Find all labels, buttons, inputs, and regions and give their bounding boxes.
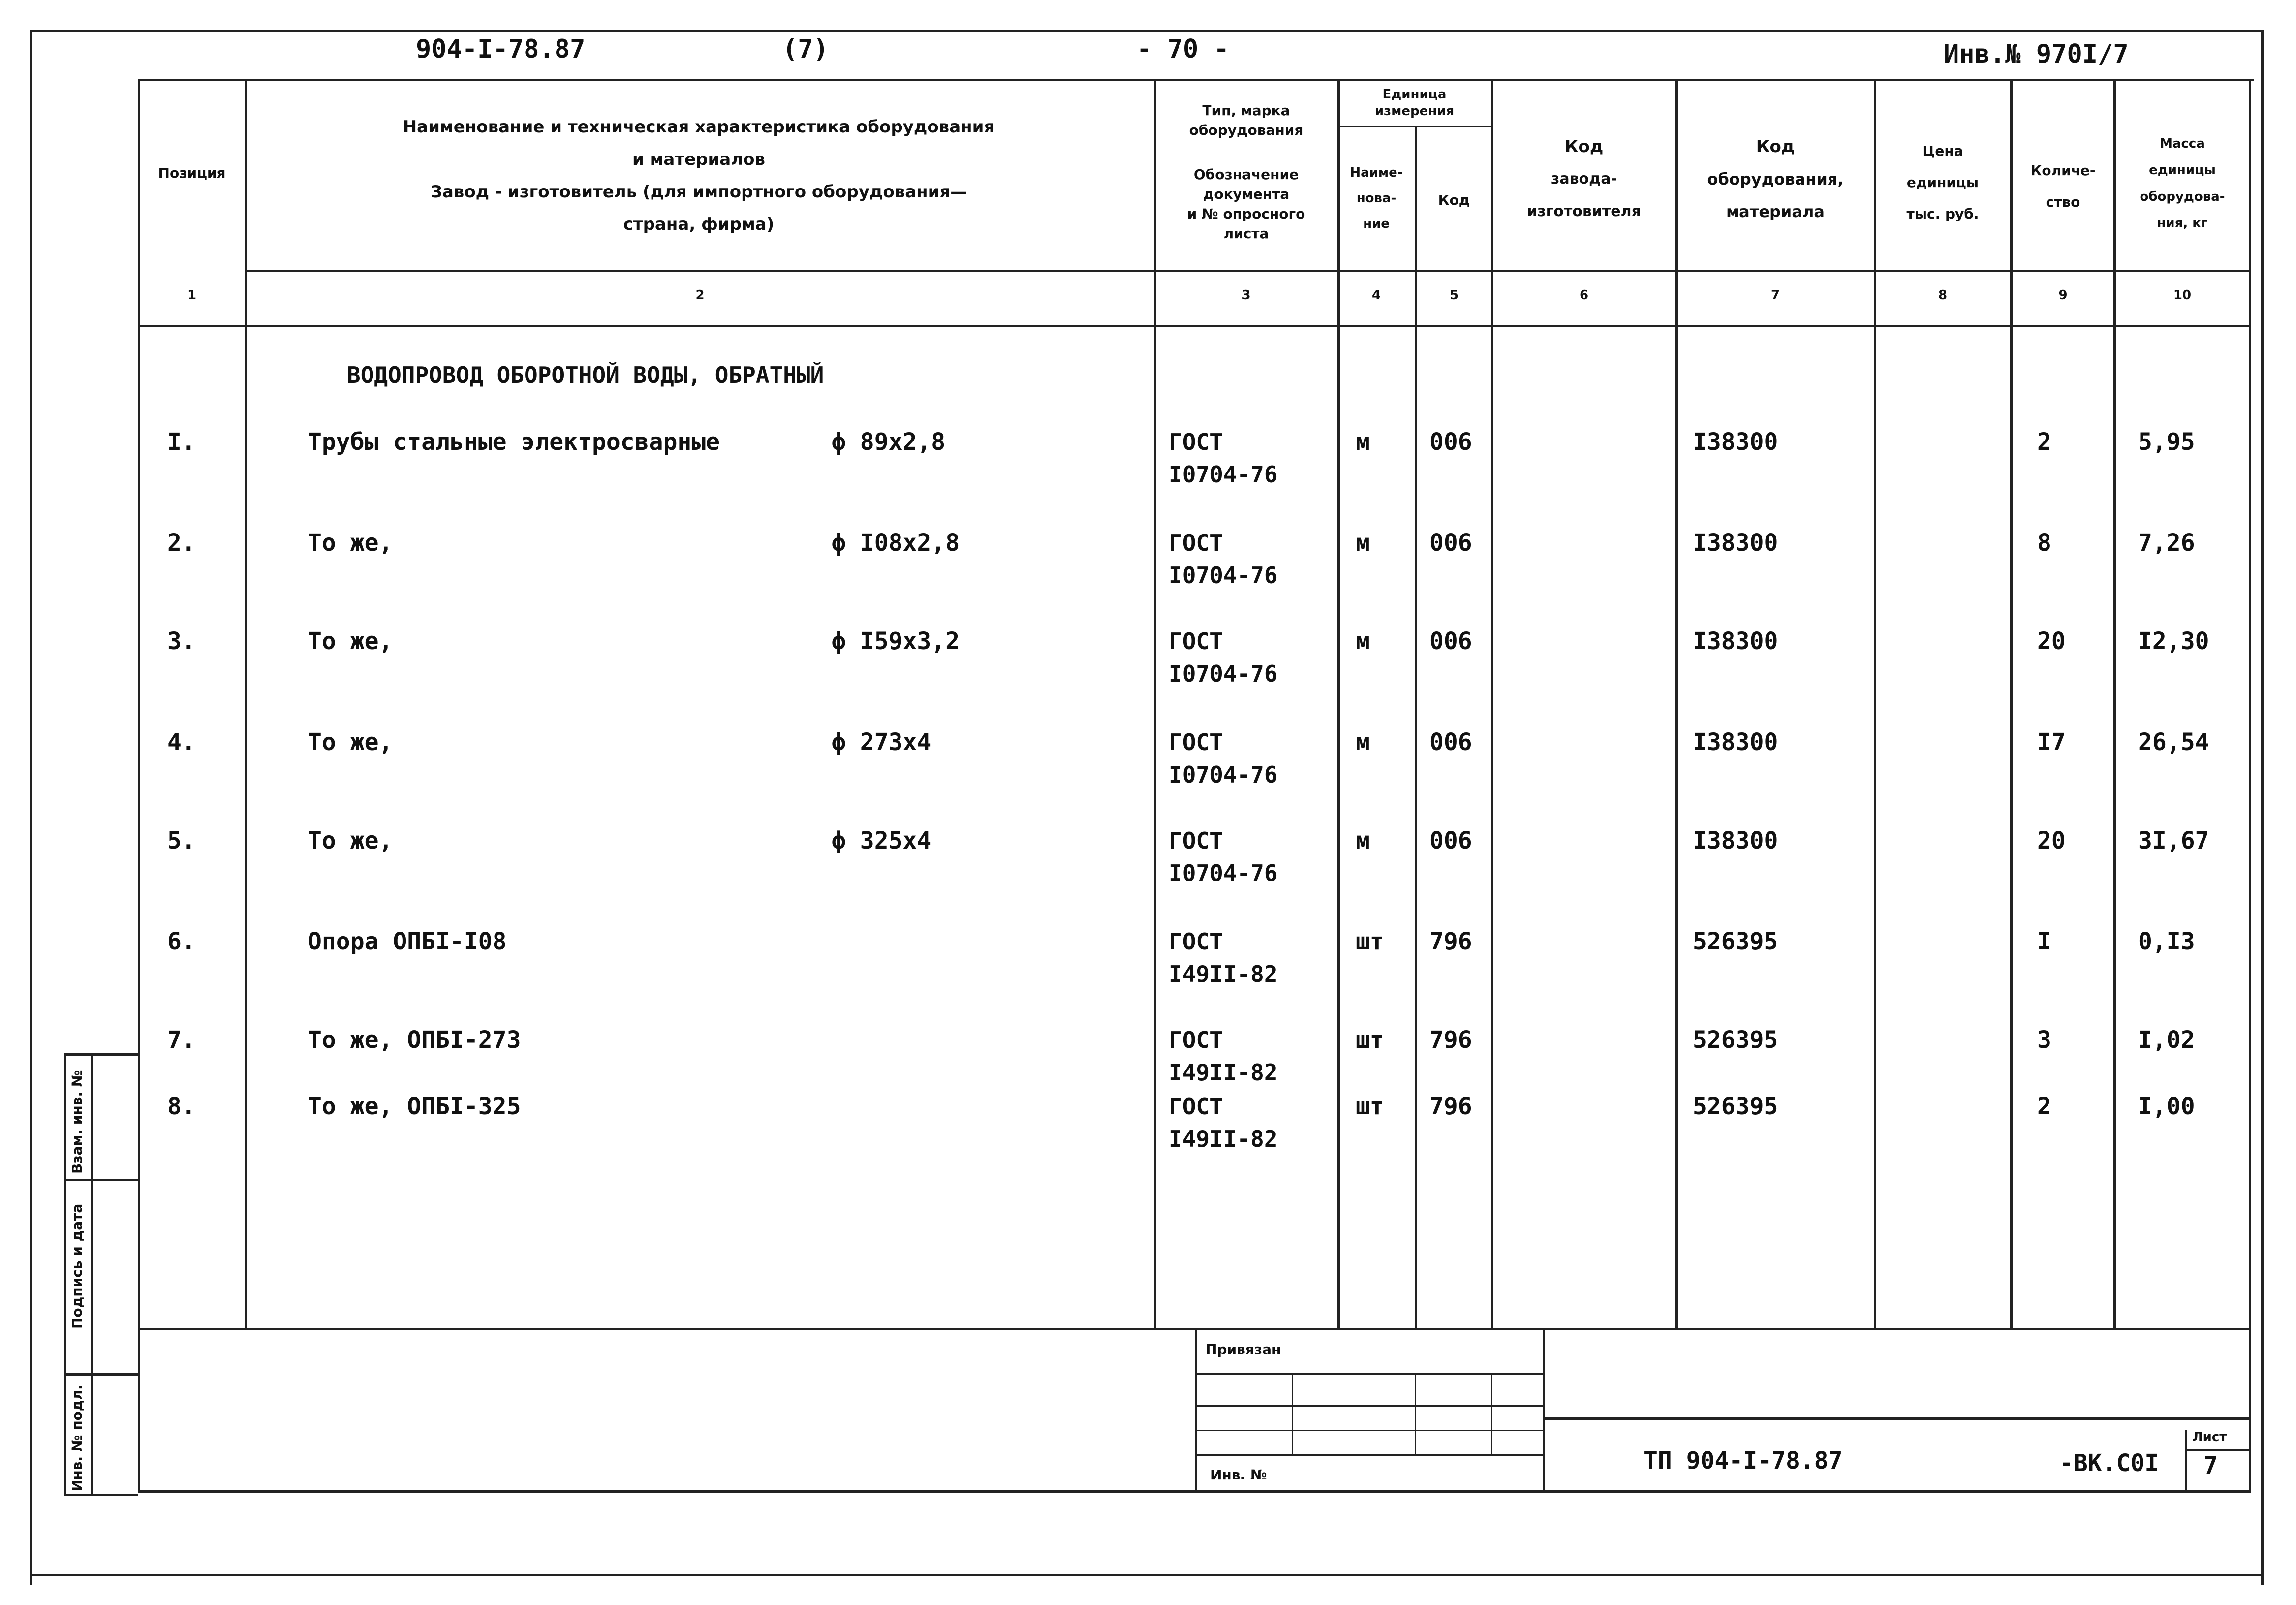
row-unit-code: 796: [1429, 1026, 1472, 1054]
stamp-grid-col-1: [1292, 1373, 1293, 1454]
document-code: 904-I-78.87: [416, 34, 586, 64]
row-position: I.: [167, 428, 196, 456]
row-size: ϕ 325x4: [832, 827, 931, 854]
row-document: ГОСТ I0704-76: [1169, 429, 1278, 488]
row-position: 2.: [167, 529, 196, 557]
col-sep-8: [2010, 79, 2013, 1329]
row-quantity: I7: [2037, 728, 2066, 756]
row-unit: м: [1356, 529, 1370, 557]
row-position: 7.: [167, 1026, 196, 1054]
row-size: ϕ 273x4: [832, 728, 931, 756]
row-mass: I,00: [2138, 1093, 2195, 1120]
col-sep-9: [2113, 79, 2116, 1329]
row-document: ГОСТ I0704-76: [1169, 729, 1278, 788]
outer-right-border: [2261, 30, 2264, 1585]
row-quantity: 20: [2037, 628, 2066, 655]
row-unit-code: 006: [1429, 628, 1472, 655]
stamp-inv-no: Инв. №: [1210, 1467, 1267, 1483]
row-quantity: 2: [2037, 428, 2051, 456]
row-document: ГОСТ I49II-82: [1169, 928, 1278, 987]
stamp-document-suffix: -ВК.С0I: [2059, 1449, 2159, 1477]
stamp-sheet-line: [2185, 1449, 2251, 1451]
col-number: 9: [2058, 288, 2068, 303]
header-designation: Обозначение документа и № опросного листа: [1187, 166, 1305, 242]
header-factory-code: Код завода- изготовителя: [1527, 137, 1641, 220]
side-strip-sep1: [64, 1179, 138, 1181]
row-unit: м: [1356, 628, 1370, 655]
outer-top-border: [30, 30, 2264, 32]
row-document: ГОСТ I49II-82: [1169, 1027, 1278, 1086]
row-size: ϕ I08x2,8: [832, 529, 960, 557]
row-unit-code: 796: [1429, 1093, 1472, 1120]
row-size: ϕ I59x3,2: [832, 628, 960, 655]
row-quantity: 3: [2037, 1026, 2051, 1054]
number-row-line: [138, 325, 2249, 327]
stamp-grid-col-2: [1415, 1373, 1416, 1454]
row-position: 5.: [167, 827, 196, 854]
row-quantity: 20: [2037, 827, 2066, 854]
outer-bottom-border: [30, 1574, 2264, 1576]
row-name: То же, ОПБI-325: [308, 1093, 521, 1120]
row-position: 6.: [167, 928, 196, 955]
row-mass: 0,I3: [2138, 928, 2195, 955]
side-label-vzam: Взам. инв. №: [69, 1070, 85, 1174]
row-equipment-code: I38300: [1693, 628, 1778, 655]
row-position: 3.: [167, 628, 196, 655]
row-equipment-code: 526395: [1693, 1093, 1778, 1120]
row-document: ГОСТ I49II-82: [1169, 1093, 1278, 1152]
body-bottom-line: [138, 1328, 2249, 1330]
col-sep-3: [1337, 79, 1340, 1329]
row-name: Трубы стальные электросварные: [308, 428, 720, 456]
row-equipment-code: 526395: [1693, 928, 1778, 955]
col-sep-7: [1874, 79, 1876, 1329]
row-unit: шт: [1356, 1026, 1384, 1054]
side-strip-sep2: [64, 1373, 138, 1376]
stamp-sheet-label: Лист: [2192, 1430, 2227, 1445]
row-unit-code: 006: [1429, 428, 1472, 456]
row-quantity: I: [2037, 928, 2051, 955]
col-number: 10: [2173, 288, 2192, 303]
col-number: 5: [1449, 288, 1459, 303]
stamp-sheet-number: 7: [2203, 1452, 2218, 1479]
header-mass: Масса единицы оборудова- ния, кг: [2140, 136, 2225, 231]
side-strip-top: [64, 1053, 138, 1056]
col-number: 7: [1770, 288, 1780, 303]
side-strip-mid: [91, 1053, 93, 1496]
col-sep-4: [1415, 126, 1417, 1329]
stamp-left: [1195, 1328, 1197, 1491]
stamp-document-code: ТП 904-I-78.87: [1644, 1447, 1843, 1475]
row-mass: 26,54: [2138, 728, 2209, 756]
row-mass: I,02: [2138, 1026, 2195, 1054]
header-bottom-line: [246, 270, 2249, 272]
row-equipment-code: I38300: [1693, 827, 1778, 854]
row-mass: 5,95: [2138, 428, 2195, 456]
row-name: То же,: [308, 728, 393, 756]
side-strip-left: [64, 1053, 66, 1496]
col-sep-6: [1675, 79, 1678, 1329]
sheet-paren: (7): [782, 34, 829, 64]
row-unit-code: 006: [1429, 827, 1472, 854]
row-unit: м: [1356, 728, 1370, 756]
side-label-podpis: Подпись и дата: [69, 1203, 85, 1329]
row-unit-code: 006: [1429, 529, 1472, 557]
table-right-border: [2249, 79, 2251, 1491]
stamp-grid-line-4: [1196, 1454, 1543, 1456]
header-type: Тип, марка оборудования: [1189, 102, 1303, 138]
stamp-mid: [1543, 1328, 1545, 1491]
header-unit-code: Код: [1438, 192, 1470, 208]
row-equipment-code: I38300: [1693, 428, 1778, 456]
row-size: ϕ 89x2,8: [832, 428, 946, 456]
row-unit: шт: [1356, 1093, 1384, 1120]
stamp-sheet-sep: [2185, 1430, 2187, 1491]
outer-left-border: [30, 30, 32, 1585]
row-equipment-code: I38300: [1693, 529, 1778, 557]
row-unit-code: 006: [1429, 728, 1472, 756]
header-price: Цена единицы тыс. руб.: [1906, 143, 1979, 222]
row-name: То же,: [308, 529, 393, 557]
row-name: Опора ОПБI-I08: [308, 928, 507, 955]
row-name: То же, ОПБI-273: [308, 1026, 521, 1054]
header-unit-name: Наиме- нова- ние: [1350, 165, 1403, 231]
row-equipment-code: 526395: [1693, 1026, 1778, 1054]
row-quantity: 2: [2037, 1093, 2051, 1120]
row-unit: м: [1356, 428, 1370, 456]
row-position: 8.: [167, 1093, 196, 1120]
row-document: ГОСТ I0704-76: [1169, 628, 1278, 687]
row-unit: шт: [1356, 928, 1384, 955]
row-mass: I2,30: [2138, 628, 2209, 655]
table-top-border: [138, 79, 2254, 81]
row-quantity: 8: [2037, 529, 2051, 557]
col-sep-2: [1154, 79, 1156, 1329]
header-name: Наименование и техническая характеристика оборудования и материалов Завод - изготовитель (для импортного оборудования— страна, фирма): [403, 117, 995, 234]
header-unit-group: Единица измерения: [1374, 87, 1455, 119]
stamp-privyazan: Привязан: [1206, 1341, 1281, 1357]
col-sep-5: [1491, 79, 1493, 1329]
section-title: ВОДОПРОВОД ОБОРОТНОЙ ВОДЫ, ОБРАТНЫЙ: [347, 362, 824, 388]
stamp-title-line: [1543, 1417, 2251, 1420]
col-number: 3: [1241, 288, 1251, 303]
col-number: 8: [1938, 288, 1948, 303]
row-document: ГОСТ I0704-76: [1169, 530, 1278, 589]
row-unit-code: 796: [1429, 928, 1472, 955]
row-unit: м: [1356, 827, 1370, 854]
row-mass: 7,26: [2138, 529, 2195, 557]
col-number: 6: [1579, 288, 1589, 303]
inventory-number: Инв.№ 970I/7: [1944, 39, 2129, 69]
col-sep-1: [245, 79, 247, 1329]
stamp-grid-col-3: [1491, 1373, 1492, 1454]
side-label-inv-podl: Инв. № подл.: [69, 1385, 85, 1491]
side-strip-bottom: [64, 1494, 138, 1496]
row-name: То же,: [308, 827, 393, 854]
header-equipment-code: Код оборудования, материала: [1707, 137, 1844, 221]
row-position: 4.: [167, 728, 196, 756]
row-equipment-code: I38300: [1693, 728, 1778, 756]
row-name: То же,: [308, 628, 393, 655]
row-mass: 3I,67: [2138, 827, 2209, 854]
header-quantity: Количе- ство: [2030, 162, 2096, 210]
col-number: 1: [187, 288, 197, 303]
row-document: ГОСТ I0704-76: [1169, 827, 1278, 886]
col-number: 2: [695, 288, 705, 303]
page-number: - 70 -: [1137, 34, 1229, 64]
col-number: 4: [1371, 288, 1381, 303]
header-position: Позиция: [158, 165, 226, 181]
